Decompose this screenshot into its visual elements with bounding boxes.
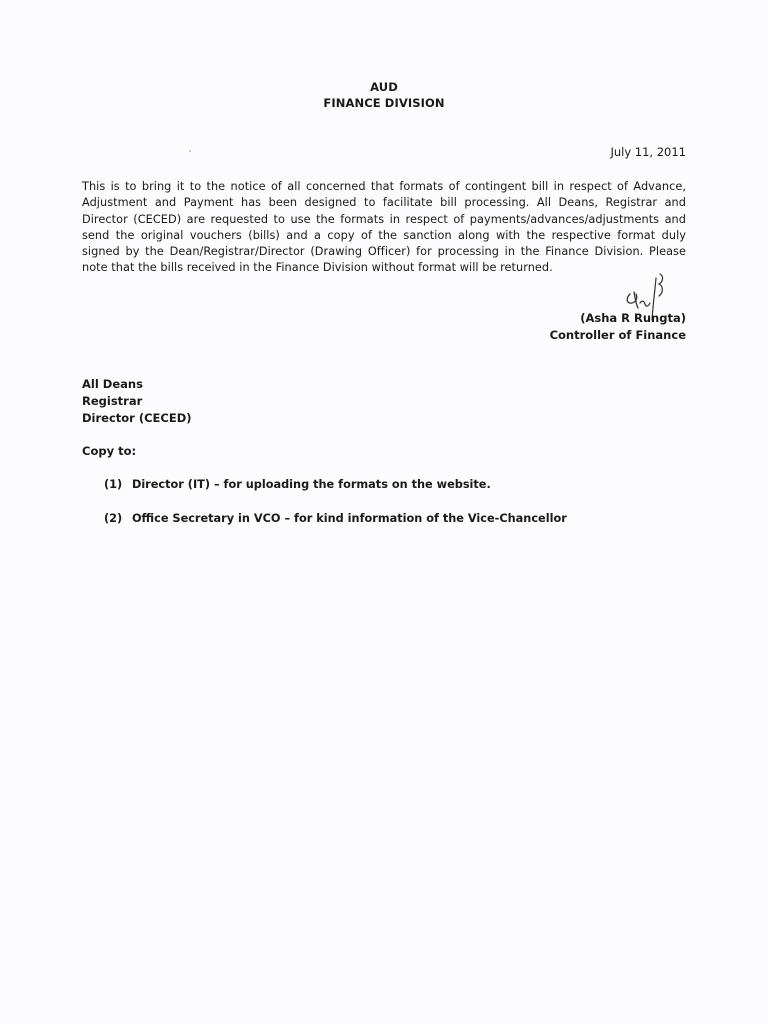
signatory-name: (Asha R Rungta) <box>580 311 686 325</box>
body-line: Director (CECED) are requested to use the formats in respect of payments/advances/adjustments and <box>82 212 686 226</box>
addressee: Director (CECED) <box>82 411 192 425</box>
copy-to-item <box>104 512 567 525</box>
copy-to-item-number: (1) <box>104 478 123 491</box>
copy-to-item <box>104 478 491 491</box>
copy-to-item-text: Office Secretary in VCO – for kind information of the Vice-Chancellor <box>131 512 567 525</box>
body-line: Adjustment and Payment has been designed to facilitate bill processing. All Deans, Registrar and <box>82 196 686 210</box>
body-line: This is to bring it to the notice of all concerned that formats of contingent bill in respect of Advance, <box>82 180 686 193</box>
addressee: Registrar <box>82 394 143 408</box>
copy-to-item-number: (2) <box>104 512 123 525</box>
body-line: note that the bills received in the Finance Division without format will be returned. <box>82 261 553 275</box>
addressee: All Deans <box>82 377 143 391</box>
signature-block <box>550 310 686 344</box>
body-line: send the original vouchers (bills) and a copy of the sanction along with the respective format duly <box>82 228 686 242</box>
division-heading: FINANCE DIVISION <box>323 96 445 110</box>
letter-body <box>82 179 686 277</box>
org-heading: AUD <box>370 80 398 94</box>
copy-to-item-text: Director (IT) – for uploading the formats on the website. <box>131 478 491 491</box>
scan-speck <box>189 150 191 152</box>
letter-date: July 11, 2011 <box>610 145 686 159</box>
body-line: signed by the Dean/Registrar/Director (Drawing Officer) for processing in the Finance Division. Please <box>82 245 686 259</box>
signatory-title: Controller of Finance <box>549 328 686 342</box>
addressee-list <box>82 376 192 427</box>
copy-to-label: Copy to: <box>82 444 137 458</box>
